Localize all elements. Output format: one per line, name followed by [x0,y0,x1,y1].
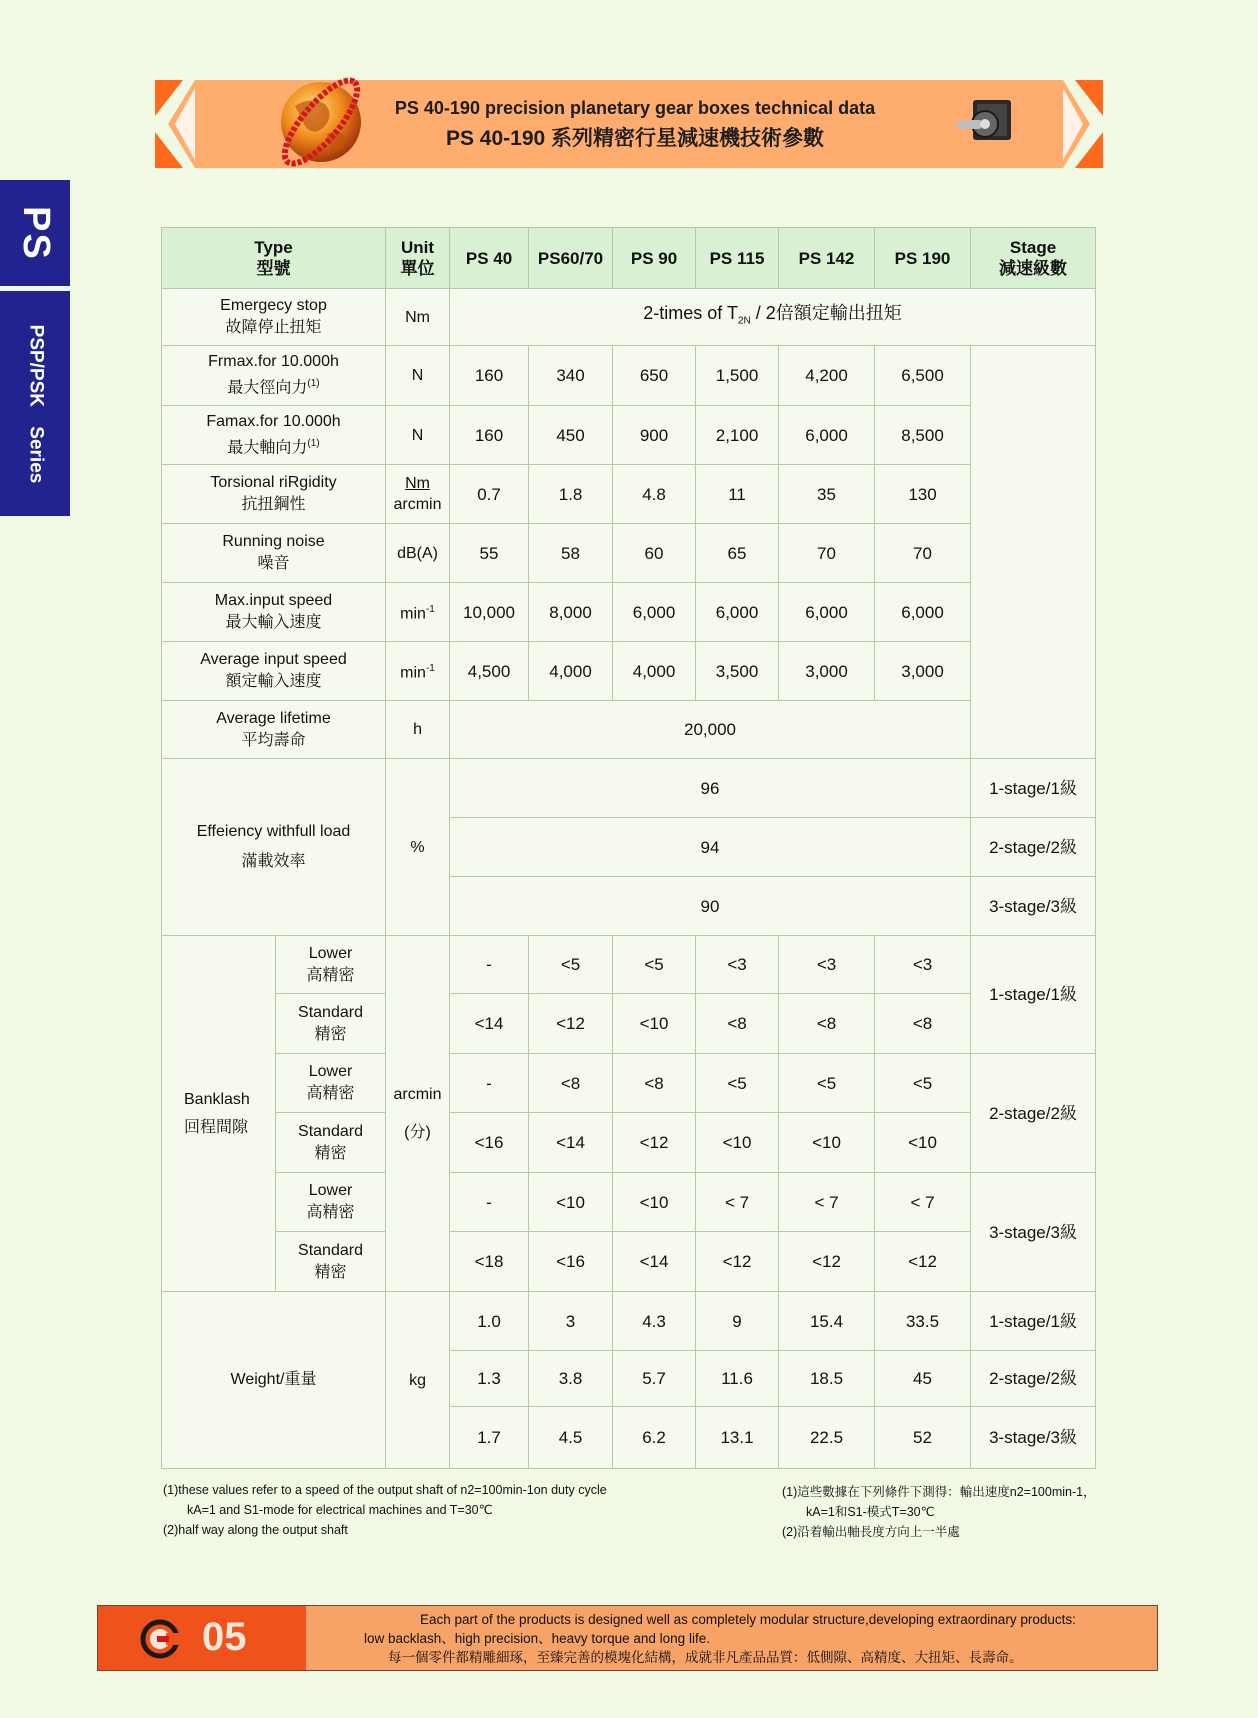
table-row [162,346,1096,406]
header-unit: Unit 單位 [386,228,450,289]
cell-value: 2,100 [696,406,779,465]
table-row [162,1054,1096,1113]
cell-value: 450 [529,406,613,465]
grade-label: Standard 精密 [276,1232,386,1292]
cell-value: 65 [696,524,779,583]
row-label: Torsional riRgidity 抗扭鋼性 [162,465,386,524]
grade-label: Lower 高精密 [276,1054,386,1113]
stage-label: 2-stage/2級 [971,1054,1096,1173]
side-tab-series-label: PSP/PSK Series [25,324,47,483]
cell-value: 9 [696,1292,779,1351]
stage-empty-cell [971,346,1096,759]
cell-value: 1,500 [696,346,779,406]
cell-value: 22.5 [779,1407,875,1469]
row-unit: N [386,346,450,406]
table-row [162,642,1096,701]
cell-value: 0.7 [450,465,529,524]
cell-value: < 7 [696,1173,779,1232]
cell-value: 18.5 [779,1351,875,1407]
lifetime-value: 20,000 [450,701,971,759]
cell-value: 70 [779,524,875,583]
cell-value: <3 [779,936,875,994]
row-label: Frmax.for 10.000h 最大徑向力$^{(1)}$ [162,346,386,406]
cell-value: 52 [875,1407,971,1469]
cell-value: 900 [613,406,696,465]
row-label: Emergecy stop 故障停止扭矩 [162,289,386,346]
gearbox-product-icon [955,94,1019,157]
cell-value: 45 [875,1351,971,1407]
grade-label: Standard 精密 [276,1113,386,1173]
footnote-line: (2)沿着輸出軸長度方向上一半處 [782,1525,960,1539]
cell-value: 5.7 [613,1351,696,1407]
footer-accent-block [98,1606,306,1670]
header-stage: Stage 減速級數 [971,228,1096,289]
header-model: PS60/70 [529,228,613,289]
table-row [162,1232,1096,1292]
cell-value: <8 [696,994,779,1054]
stage-label: 2-stage/2級 [971,818,1096,877]
cell-value: <5 [529,936,613,994]
cell-value: 1.3 [450,1351,529,1407]
row-unit: dB(A) [386,524,450,583]
cell-value: 4.3 [613,1292,696,1351]
cell-value: 15.4 [779,1292,875,1351]
cell-value: 11.6 [696,1351,779,1407]
cell-value: - [450,1173,529,1232]
cell-value: <18 [450,1232,529,1292]
row-unit: kg [386,1292,450,1469]
cell-value: 8,000 [529,583,613,642]
grade-label: Standard 精密 [276,994,386,1054]
table-row [162,1292,1096,1351]
cell-value: 6,000 [696,583,779,642]
cell-value: 1.0 [450,1292,529,1351]
row-unit: $\min^{-1}$ [386,583,450,642]
cell-value: <3 [696,936,779,994]
cell-value: 340 [529,346,613,406]
row-unit: Nm [386,289,450,346]
cell-value: <12 [613,1113,696,1173]
cell-value: 60 [613,524,696,583]
side-tab-ps[interactable] [0,180,70,286]
cell-value: 4,000 [613,642,696,701]
cell-value: 1.7 [450,1407,529,1469]
footer-line: Each part of the products is designed well as completely modular structure,developing extraordinary products: [420,1612,1076,1627]
emergency-value: 2-times of $T_{2N} / 2$倍額定輸出扭矩 [450,289,1096,346]
table-row [162,524,1096,583]
header-model: PS 90 [613,228,696,289]
cell-value: <5 [613,936,696,994]
spec-table [161,227,1096,1469]
cell-value: <5 [779,1054,875,1113]
stage-label: 3-stage/3級 [971,1407,1096,1469]
header-banner [155,80,1103,168]
cell-value: <10 [529,1173,613,1232]
page-title-zh: PS 40-190 系列精密行星減速機技術參數 [445,127,825,150]
cell-value: <10 [696,1113,779,1173]
footnote-line: kA=1和S1-模式T=30℃ [806,1505,935,1519]
row-unit: % [386,759,450,936]
side-tab-ps-label: PS [14,205,57,261]
page-footer [97,1605,1158,1671]
cell-value: <12 [779,1232,875,1292]
row-label: Weight/重量 [162,1292,386,1469]
row-unit: h [386,701,450,759]
stage-label: 1-stage/1級 [971,936,1096,1054]
cell-value: 4,500 [450,642,529,701]
cell-value: 3,000 [875,642,971,701]
cell-value: 160 [450,406,529,465]
cell-value: <8 [779,994,875,1054]
cell-value: 11 [696,465,779,524]
cell-value: 55 [450,524,529,583]
cell-value: 4,200 [779,346,875,406]
cell-value: <12 [696,1232,779,1292]
cell-value: <5 [875,1054,971,1113]
cell-value: <12 [875,1232,971,1292]
table-row [162,289,1096,346]
grade-label: Lower 高精密 [276,1173,386,1232]
company-logo-icon [140,1619,180,1664]
footer-line: 每一個零件都精雕細琢，至臻完善的模塊化結構，成就非凡產品品質：低側隙、高精度、大扭矩、長壽命。 [388,1650,1023,1665]
cell-value: 3 [529,1292,613,1351]
table-row [162,465,1096,524]
cell-value: 58 [529,524,613,583]
footnote-line: (1)these values refer to a speed of the output shaft of n2=100min-1on duty cycle [163,1483,607,1497]
cell-value: <10 [613,994,696,1054]
cell-value: <8 [875,994,971,1054]
row-label: Average input speed 額定輸入速度 [162,642,386,701]
cell-value: - [450,936,529,994]
table-row [162,936,1096,994]
cell-value: <8 [529,1054,613,1113]
stage-label: 3-stage/3級 [971,877,1096,936]
side-tab-series[interactable] [0,291,70,516]
header-model: PS 142 [779,228,875,289]
cell-value: <14 [529,1113,613,1173]
table-row [162,759,1096,818]
cell-value: - [450,1054,529,1113]
footnotes-en [163,1480,683,1540]
row-label: Effeiency withfull load 滿載效率 [162,759,386,936]
cell-value: 6,000 [779,583,875,642]
row-unit: $\min^{-1}$ [386,642,450,701]
cell-value: 33.5 [875,1292,971,1351]
cell-value: <16 [450,1113,529,1173]
table-row [162,406,1096,465]
table-row [162,583,1096,642]
header-type: Type 型號 [162,228,386,289]
footer-text [308,1610,1158,1667]
stage-label: 1-stage/1級 [971,1292,1096,1351]
cell-value: 6.2 [613,1407,696,1469]
header-model: PS 115 [696,228,779,289]
cell-value: <16 [529,1232,613,1292]
footnote-line: (2)half way along the output shaft [163,1523,348,1537]
table-row [162,994,1096,1054]
row-label: Average lifetime 平均壽命 [162,701,386,759]
cell-value: 70 [875,524,971,583]
cell-value: < 7 [875,1173,971,1232]
cell-value: 13.1 [696,1407,779,1469]
cell-value: 4.5 [529,1407,613,1469]
efficiency-value: 96 [450,759,971,818]
cell-value: 3,000 [779,642,875,701]
cell-value: <3 [875,936,971,994]
cell-value: 6,000 [779,406,875,465]
cell-value: 650 [613,346,696,406]
cell-value: 10,000 [450,583,529,642]
table-row [162,1173,1096,1232]
footnote-line: (1)這些數據在下列條件下測得：輸出速度n2=100min-1， [782,1485,1096,1499]
efficiency-value: 90 [450,877,971,936]
row-label: Banklash 回程間隙 [162,936,276,1292]
cell-value: 35 [779,465,875,524]
row-label: Running noise 噪音 [162,524,386,583]
footnotes-zh [782,1482,1112,1542]
cell-value: 3.8 [529,1351,613,1407]
row-unit: N [386,406,450,465]
cell-value: 4.8 [613,465,696,524]
cell-value: 130 [875,465,971,524]
page-number: 05 [202,1615,247,1659]
cell-value: <5 [696,1054,779,1113]
row-label: Famax.for 10.000h 最大軸向力$^{(1)}$ [162,406,386,465]
cell-value: 160 [450,346,529,406]
cell-value: <10 [779,1113,875,1173]
page-title-en: PS 40-190 precision planetary gear boxes technical data [394,98,876,118]
cell-value: <8 [613,1054,696,1113]
grade-label: Lower 高精密 [276,936,386,994]
cell-value: 4,000 [529,642,613,701]
cell-value: 8,500 [875,406,971,465]
header-model: PS 40 [450,228,529,289]
header-model: PS 190 [875,228,971,289]
stage-label: 2-stage/2級 [971,1351,1096,1407]
cell-value: <10 [613,1173,696,1232]
table-row [162,701,1096,759]
cell-value: <12 [529,994,613,1054]
cell-value: 6,500 [875,346,971,406]
cell-value: <14 [613,1232,696,1292]
cell-value: 6,000 [875,583,971,642]
table-row [162,1113,1096,1173]
cell-value: 3,500 [696,642,779,701]
cell-value: 6,000 [613,583,696,642]
cell-value: <14 [450,994,529,1054]
cell-value: <10 [875,1113,971,1173]
footnote-line: kA=1 and S1-mode for electrical machines and T=30℃ [187,1503,493,1517]
footer-line: low backlash、high precision、heavy torque and long life. [364,1631,710,1646]
table-header-row [162,228,1096,289]
cell-value: 1.8 [529,465,613,524]
stage-label: 1-stage/1級 [971,759,1096,818]
row-unit: Nm arcmin [386,465,450,524]
cell-value: < 7 [779,1173,875,1232]
stage-label: 3-stage/3級 [971,1173,1096,1292]
row-label: Max.input speed 最大輸入速度 [162,583,386,642]
efficiency-value: 94 [450,818,971,877]
row-unit: arcmin (分) [386,936,450,1292]
banner-titles [355,98,915,152]
